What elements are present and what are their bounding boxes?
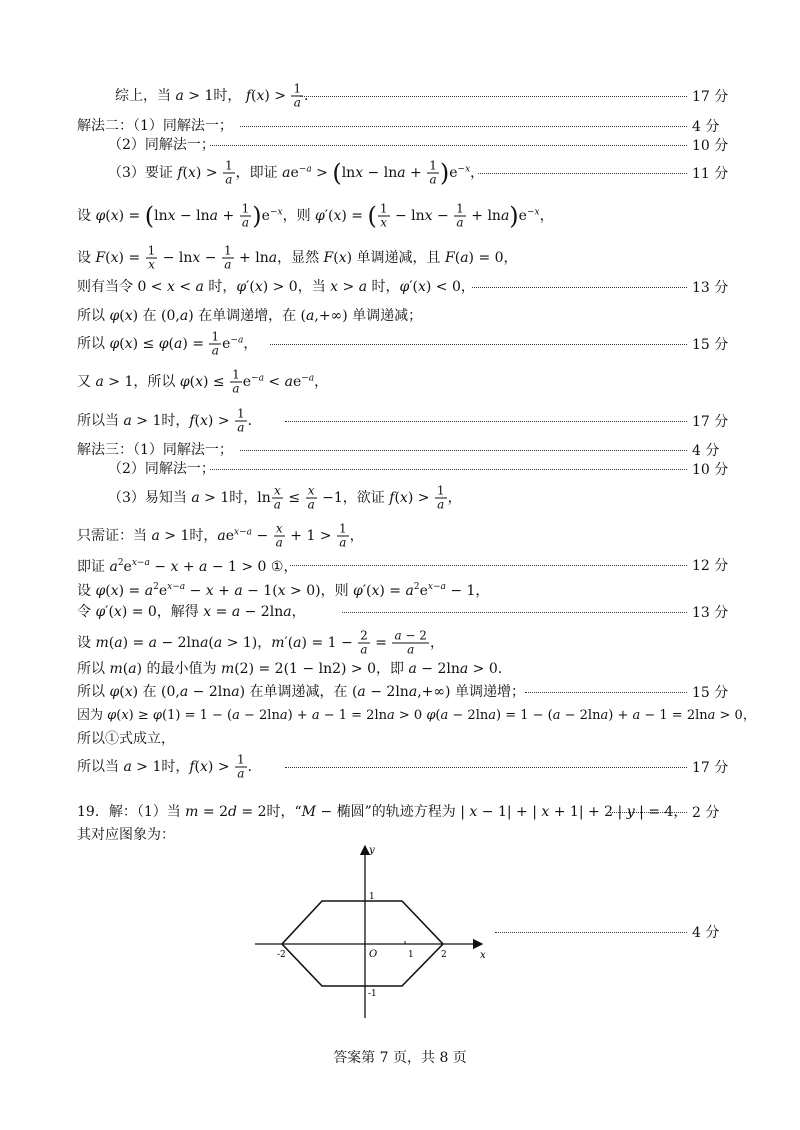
score: 12 分	[692, 558, 729, 574]
math-text: （3）易知当 a > 1时，ln $\frac{x}{a}$ ≤ $\frac{x}{a}$ −1，欲证 f(x) > $\frac{1}{a}$ ，	[108, 483, 462, 512]
dot-leader	[285, 421, 687, 422]
score: 17 分	[692, 760, 729, 776]
dot-leader	[210, 145, 687, 146]
dot-leader	[608, 812, 687, 813]
origin-label: O	[369, 949, 378, 960]
dot-leader	[495, 932, 687, 933]
dot-leader	[478, 173, 687, 174]
score: 10 分	[692, 138, 729, 154]
math-text: （3）要证 f(x) > $\frac{1}{a}$ ，即证 $ae^{-a} > (\ln x - \ln a$ + $\frac{1}{a}$ )$e^{-x}$，	[108, 158, 485, 187]
step-text: （2）同解法一；	[108, 461, 215, 477]
dot-leader	[342, 612, 687, 613]
math-text: 所以 φ(x) 在 (0,a) 在单调递增，在 (a,+∞) 单调递减；	[77, 308, 423, 324]
dot-leader	[290, 565, 687, 566]
line-conclusion-3	[0, 747, 800, 787]
math-text: 设 $\varphi(x) = a^2e^{x-a} - x + a - 1(x > 0)$，则 $\varphi'(x) = a^2e^{x-a} - 1$，	[77, 582, 490, 599]
score: 4 分	[692, 443, 720, 459]
math-text: 所以 φ(x) 在 (0,a − 2lna) 在单调递减，在 (a − 2lna,+∞) 单调递增；	[77, 684, 525, 700]
math-text: 所以 m(a) 的最小值为 m(2) = 2(1 − ln2) > 0，即 a − 2lna > 0．	[77, 661, 512, 677]
line-figure-score	[0, 912, 800, 952]
method-heading: 解法二：（1）同解法一；	[77, 118, 233, 134]
math-text: 设 m(a) = a − 2lna(a > 1)，m′(a) = 1 − $\frac{2}{a}$ = $\frac{a - 2}{a}$ ，	[77, 628, 444, 657]
dot-leader	[270, 344, 687, 345]
tick-label: 2	[441, 950, 447, 960]
tick-label: -1	[368, 989, 377, 999]
step-text: 其对应图象为：	[77, 827, 175, 843]
tick-label: 1	[369, 892, 375, 902]
score: 13 分	[692, 605, 729, 621]
math-text: 设 F(x) = $\frac{1}{x}$ − lnx − $\frac{1}{a}$ + lna，显然 F(x) 单调递减，且 F(a) = 0，	[77, 243, 518, 272]
math-text: 即证 $a^2e^{x-a} - x + a - 1 > 0$ ①，	[77, 558, 298, 575]
score: 4 分	[692, 925, 720, 941]
y-axis-label: y	[369, 845, 375, 856]
math-text: 又 a > 1，所以 φ(x) ≤ $\frac{1}{a}$ $e^{-a} < ae^{-a}$，	[77, 367, 329, 396]
math-text: 所以 φ(x) ≤ φ(a) = $\frac{1}{a}$ $e^{-a}$，	[77, 329, 258, 358]
score: 10 分	[692, 462, 729, 478]
math-text: 则有当令 0 < x < a 时，φ′(x) > 0，当 x > a 时，φ′(x) < 0，	[77, 279, 475, 295]
page-footer: 答案第 7 页，共 8 页	[333, 1050, 467, 1066]
math-text: 只需证：当 a > 1时，$ae^{x-a}$ − $\frac{x}{a}$ + 1 > $\frac{1}{a}$ ，	[77, 521, 364, 550]
math-text: 所以当 a > 1时，f(x) > $\frac{1}{a}$ ．	[77, 406, 262, 435]
math-text: 令 φ′(x) = 0，解得 x = a − 2lna，	[77, 604, 306, 620]
line-method3-part3	[0, 478, 800, 518]
dot-leader	[472, 287, 687, 288]
method-heading: 解法三：（1）同解法一；	[77, 442, 233, 458]
x-axis-label: x	[480, 950, 486, 961]
dot-leader	[285, 767, 687, 768]
line-phi-max	[0, 324, 800, 364]
math-text: 因为 φ(x) ≥ φ(1) = 1 − (a − 2lna) + a − 1 = 2lna > 0 φ(a − 2lna) = 1 − (a − 2lna) + a − 1 = 2lna > 0，	[77, 708, 756, 723]
score: 13 分	[692, 280, 729, 296]
score: 15 分	[692, 337, 729, 353]
math-text: 设 φ(x) = (lnx − lna + $\frac{1}{a}$ )$e^{-x}$，则 φ′(x) = ( $\frac{1}{x}$ − lnx − $\frac{1}{a}$ + $\ln a)e^{-x}$，	[77, 201, 554, 230]
step-text: 所以①式成立，	[77, 731, 175, 747]
step-text: （2）同解法一；	[108, 137, 215, 153]
dot-leader	[525, 692, 687, 693]
dot-leader	[210, 469, 687, 470]
line-a-gt-1	[0, 362, 800, 402]
score: 2 分	[692, 805, 720, 821]
score: 17 分	[692, 414, 729, 430]
line-define-phi	[0, 196, 800, 236]
tick-label: 1	[408, 950, 414, 960]
score: 11 分	[692, 166, 729, 182]
dot-leader	[300, 96, 687, 97]
score: 15 分	[692, 685, 729, 701]
score: 4 分	[692, 119, 720, 135]
line-method2-part3	[0, 153, 800, 193]
tick-label: -2	[277, 950, 286, 960]
math-text: 所以当 a > 1时，f(x) > $\frac{1}{a}$ ．	[77, 752, 262, 781]
math-text: 19．解：（1）当 m = 2d = 2时，“M − 椭圆”的轨迹方程为 | x − 1| + | x + 1| + 2 | y | = 4，	[77, 804, 688, 820]
math-text: 综上，当 a > 1时， f(x) > $\frac{1}{a}$ ．	[115, 81, 319, 110]
score: 17 分	[692, 89, 729, 105]
